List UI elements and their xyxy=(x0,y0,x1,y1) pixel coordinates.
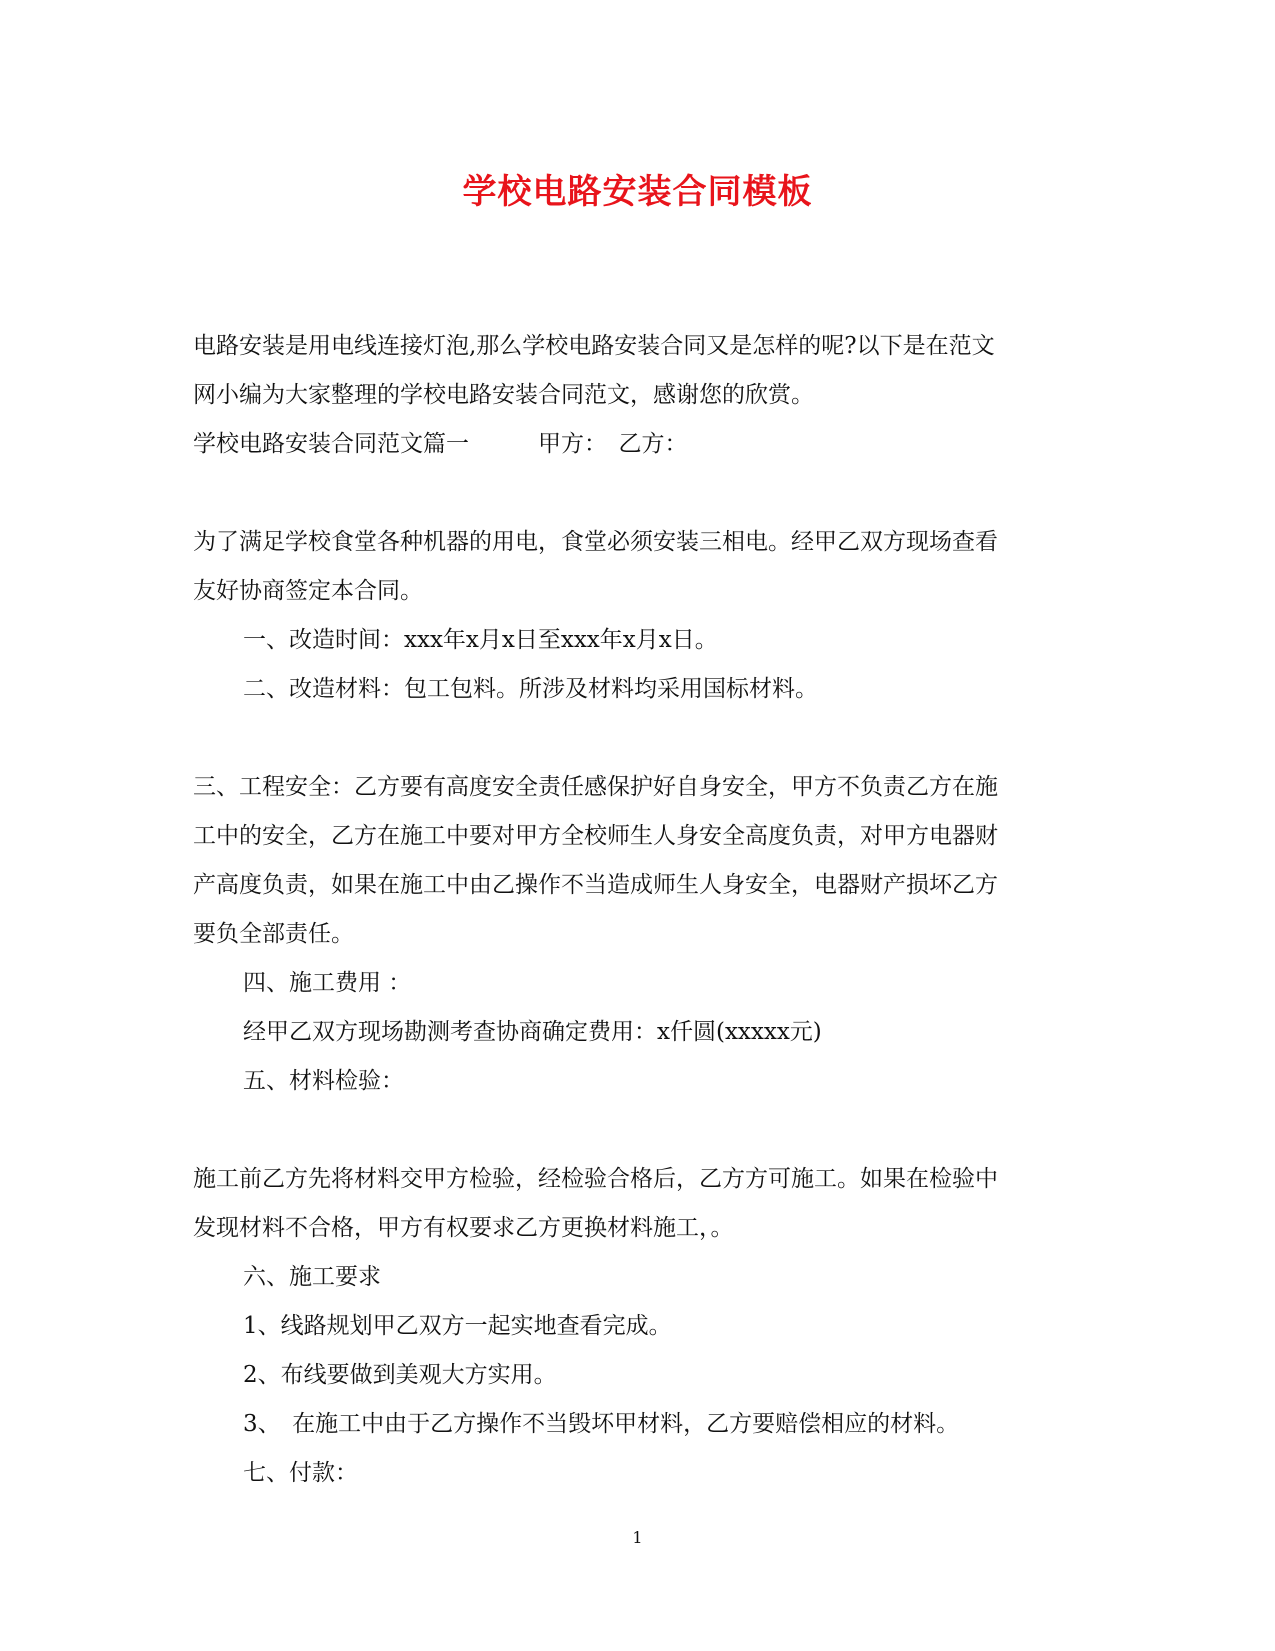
contract-heading-line: 学校电路安装合同范文篇一 甲方： 乙方： xyxy=(193,431,688,457)
clause-4-detail: 经甲乙双方现场勘测考查协商确定费用：x仟圆(xxxxx元) xyxy=(243,1019,822,1045)
blank-line xyxy=(193,469,1073,518)
clause-6-item: 2、布线要做到美观大方实用。 xyxy=(243,1362,557,1388)
clause-3-line: 产高度负责，如果在施工中由乙操作不当造成师生人身安全，电器财产损坏乙方 xyxy=(193,872,998,898)
document-body xyxy=(193,322,1073,1498)
clause-4: 四、施工费用 ： xyxy=(243,970,412,996)
clause-3-line: 工中的安全，乙方在施工中要对甲方全校师生人身安全高度负责，对甲方电器财 xyxy=(193,823,998,849)
clause-3-line: 三、工程安全：乙方要有高度安全责任感保护好自身安全，甲方不负责乙方在施 xyxy=(193,774,998,800)
blank-line xyxy=(193,714,1073,763)
paragraph-line: 为了满足学校食堂各种机器的用电，食堂必须安装三相电。经甲乙双方现场查看 xyxy=(193,529,998,555)
clause-6: 六、施工要求 xyxy=(243,1264,381,1290)
document-title: 学校电路安装合同模板 xyxy=(462,172,813,212)
paragraph-line: 施工前乙方先将材料交甲方检验，经检验合格后，乙方方可施工。如果在检验中 xyxy=(193,1166,998,1192)
page-number: 1 xyxy=(632,1528,643,1547)
clause-5: 五、材料检验： xyxy=(243,1068,404,1094)
blank-line xyxy=(193,1106,1073,1155)
intro-line: 网小编为大家整理的学校电路安装合同范文，感谢您的欣赏。 xyxy=(193,382,814,408)
clause-6-item: 1、线路规划甲乙双方一起实地查看完成。 xyxy=(243,1313,672,1339)
clause-1: 一、改造时间：xxx年x月x日至xxx年x月x日。 xyxy=(243,627,718,653)
paragraph-line: 友好协商签定本合同。 xyxy=(193,578,423,604)
intro-line: 电路安装是用电线连接灯泡,那么学校电路安装合同又是怎样的呢?以下是在范文 xyxy=(193,333,995,359)
clause-3-line: 要负全部责任。 xyxy=(193,921,354,947)
clause-6-item: 3、 在施工中由于乙方操作不当毁坏甲材料，乙方要赔偿相应的材料。 xyxy=(243,1411,960,1437)
clause-7: 七、付款： xyxy=(243,1460,358,1486)
paragraph-line: 发现材料不合格，甲方有权要求乙方更换材料施工，。 xyxy=(193,1215,734,1241)
clause-2: 二、改造材料：包工包料。所涉及材料均采用国标材料。 xyxy=(243,676,818,702)
